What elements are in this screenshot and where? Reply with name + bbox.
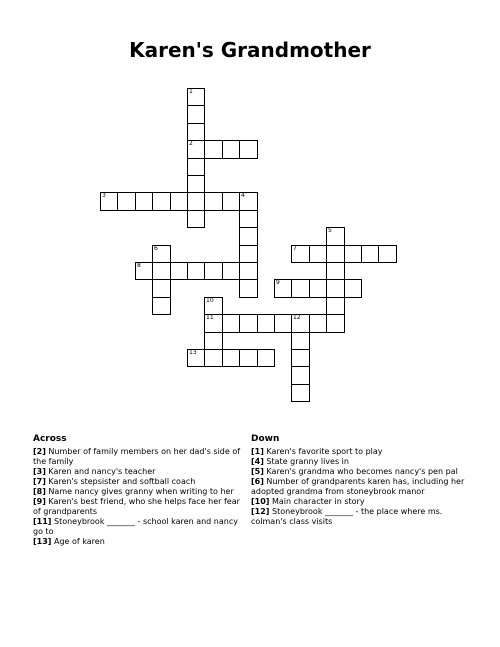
- grid-cell[interactable]: [187, 349, 205, 367]
- clue-label: [13]: [33, 537, 52, 546]
- grid-cell[interactable]: [135, 192, 153, 211]
- grid-cell[interactable]: [291, 279, 310, 298]
- grid-cell[interactable]: [239, 210, 258, 228]
- grid-cell[interactable]: [187, 210, 205, 228]
- clue-text: Karen's favorite sport to play: [263, 447, 383, 456]
- grid-cell[interactable]: [344, 279, 362, 298]
- grid-cell[interactable]: [152, 192, 171, 211]
- grid-cell[interactable]: [326, 245, 345, 263]
- across-clue: [33, 517, 245, 537]
- grid-cell[interactable]: [222, 262, 240, 280]
- grid-cell[interactable]: [378, 245, 397, 263]
- clue-label: [6]: [251, 477, 264, 486]
- clue-text: Name nancy gives granny when writing to her: [45, 487, 234, 496]
- grid-cell[interactable]: [291, 349, 310, 367]
- grid-cell[interactable]: [309, 279, 327, 298]
- clue-number: 9: [276, 279, 280, 286]
- grid-cell[interactable]: [187, 158, 205, 176]
- across-clues: [33, 433, 245, 547]
- clue-label: [12]: [251, 507, 270, 516]
- grid-cell[interactable]: [187, 192, 205, 211]
- grid-cell[interactable]: [117, 192, 136, 211]
- grid-cell[interactable]: [326, 279, 345, 298]
- grid-cell[interactable]: [204, 297, 223, 315]
- across-clue: [33, 467, 245, 477]
- grid-cell[interactable]: [239, 245, 258, 263]
- clue-text: Number of family members on her dad's side of the family: [33, 447, 241, 466]
- grid-cell[interactable]: [152, 279, 171, 298]
- clue-label: [1]: [251, 447, 264, 456]
- grid-cell[interactable]: [257, 314, 275, 333]
- grid-cell[interactable]: [257, 349, 275, 367]
- clue-number: 12: [293, 314, 301, 321]
- grid-cell[interactable]: [239, 279, 258, 298]
- clue-label: [4]: [251, 457, 264, 466]
- clue-number: 8: [137, 262, 141, 269]
- grid-cell[interactable]: [222, 192, 240, 211]
- across-clue: [33, 487, 245, 497]
- grid-cell[interactable]: [204, 314, 223, 333]
- clue-text: Karen and nancy's teacher: [45, 467, 156, 476]
- grid-cell[interactable]: [309, 314, 327, 333]
- down-clue: [251, 497, 466, 507]
- grid-cell[interactable]: [239, 314, 258, 333]
- grid-cell[interactable]: [187, 262, 205, 280]
- clue-text: Karen's best friend, who she helps face her fear of grandparents: [33, 497, 240, 516]
- grid-cell[interactable]: [100, 192, 118, 211]
- clue-text: Age of karen: [51, 537, 105, 546]
- clue-label: [9]: [33, 497, 46, 506]
- puzzle-title: Karen's Grandmother: [129, 38, 371, 62]
- clue-text: Main character in story: [269, 497, 365, 506]
- down-clue: [251, 477, 466, 497]
- grid-cell[interactable]: [239, 262, 258, 280]
- clue-label: [11]: [33, 517, 52, 526]
- grid-cell[interactable]: [204, 349, 223, 367]
- clue-number: 6: [154, 245, 158, 252]
- grid-cell[interactable]: [204, 332, 223, 350]
- grid-cell[interactable]: [344, 245, 362, 263]
- grid-cell[interactable]: [239, 140, 258, 159]
- grid-cell[interactable]: [326, 227, 345, 246]
- across-clue: [33, 537, 245, 547]
- grid-cell[interactable]: [291, 384, 310, 402]
- grid-cell[interactable]: [309, 245, 327, 263]
- grid-cell[interactable]: [239, 349, 258, 367]
- clue-label: [10]: [251, 497, 270, 506]
- grid-cell[interactable]: [152, 297, 171, 315]
- down-clue: [251, 507, 466, 527]
- grid-cell[interactable]: [222, 314, 240, 333]
- grid-cell[interactable]: [326, 262, 345, 280]
- down-clue: [251, 447, 466, 457]
- grid-cell[interactable]: [274, 279, 292, 298]
- clue-number: 5: [328, 227, 332, 234]
- grid-cell[interactable]: [291, 366, 310, 385]
- grid-cell[interactable]: [187, 88, 205, 106]
- clue-number: 3: [102, 192, 106, 199]
- grid-cell[interactable]: [239, 227, 258, 246]
- across-clue: [33, 447, 245, 467]
- clue-text: Stoneybrook _______ - the place where ms. colman's class visits: [251, 507, 443, 526]
- grid-cell[interactable]: [187, 105, 205, 124]
- clue-text: Stoneybrook _______ - school karen and nancy go to: [33, 517, 238, 536]
- grid-cell[interactable]: [135, 262, 153, 280]
- clue-text: State granny lives in: [263, 457, 349, 466]
- clue-number: 1: [189, 88, 193, 95]
- grid-cell[interactable]: [152, 262, 171, 280]
- clue-label: [3]: [33, 467, 46, 476]
- clue-label: [8]: [33, 487, 46, 496]
- across-heading: Across: [33, 434, 67, 444]
- clue-number: 11: [206, 314, 214, 321]
- clue-label: [2]: [33, 447, 46, 456]
- down-heading: Down: [251, 434, 280, 444]
- clue-label: [7]: [33, 477, 46, 486]
- grid-cell[interactable]: [361, 245, 379, 263]
- grid-cell[interactable]: [222, 349, 240, 367]
- across-clue: [33, 497, 245, 517]
- clue-number: 4: [241, 192, 245, 199]
- grid-cell[interactable]: [204, 262, 223, 280]
- grid-cell[interactable]: [170, 262, 188, 280]
- grid-cell[interactable]: [291, 332, 310, 350]
- clue-text: Number of grandparents karen has, including her adopted grandma from stoneybrook manor: [251, 477, 465, 496]
- clue-text: Karen's stepsister and softball coach: [45, 477, 196, 486]
- clue-text: Karen's grandma who becomes nancy's pen pal: [263, 467, 458, 476]
- grid-cell[interactable]: [291, 314, 310, 333]
- grid-cell[interactable]: [187, 140, 205, 159]
- clue-number: 2: [189, 140, 193, 147]
- grid-cell[interactable]: [291, 245, 310, 263]
- grid-cell[interactable]: [204, 140, 223, 159]
- down-clue: [251, 467, 466, 477]
- grid-cell[interactable]: [239, 192, 258, 211]
- grid-cell[interactable]: [187, 123, 205, 141]
- across-clue: [33, 477, 245, 487]
- grid-cell[interactable]: [326, 314, 345, 333]
- grid-cell[interactable]: [187, 175, 205, 193]
- clue-number: 10: [206, 297, 214, 304]
- clue-number: 7: [293, 245, 297, 252]
- clue-label: [5]: [251, 467, 264, 476]
- clue-number: 13: [189, 349, 197, 356]
- down-clue: [251, 457, 466, 467]
- grid-cell[interactable]: [204, 192, 223, 211]
- grid-cell[interactable]: [152, 245, 171, 263]
- grid-cell[interactable]: [326, 297, 345, 315]
- grid-cell[interactable]: [274, 314, 292, 333]
- down-clues: [251, 433, 466, 527]
- grid-cell[interactable]: [222, 140, 240, 159]
- grid-cell[interactable]: [170, 192, 188, 211]
